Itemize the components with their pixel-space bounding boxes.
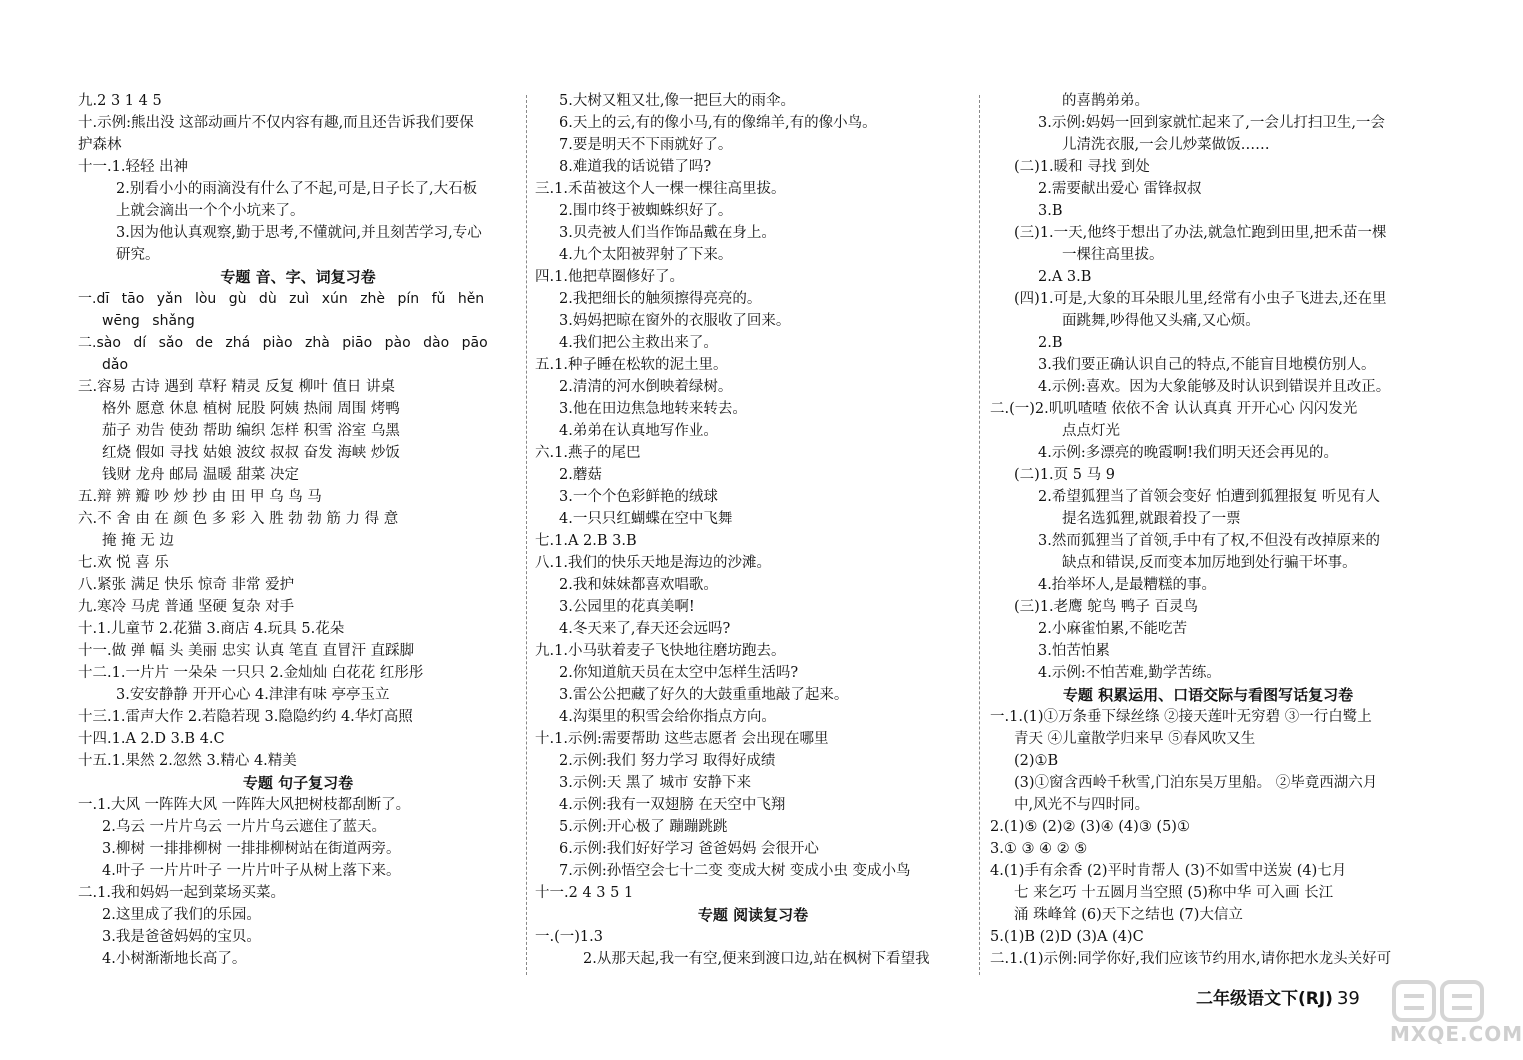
answer-line: 钱财 龙舟 邮局 温暖 甜菜 决定 bbox=[102, 467, 300, 483]
page-footer bbox=[1196, 984, 1360, 1009]
answer-line: 八.1.我们的快乐天地是海边的沙滩。 bbox=[535, 555, 771, 571]
answer-line: 5.大树又粗又壮,像一把巨大的雨伞。 bbox=[559, 93, 795, 109]
answer-line: 4.抬举坏人,是最糟糕的事。 bbox=[1038, 577, 1216, 593]
answer-line: 十一.1.轻轻 出神 bbox=[78, 159, 189, 175]
column-middle bbox=[535, 90, 971, 970]
answer-line: 2.别看小小的雨滴没有什么了不起,可是,日子长了,大石板 bbox=[116, 181, 478, 197]
answer-line: 2.希望狐狸当了首领会变好 怕遭到狐狸报复 听见有人 bbox=[1038, 489, 1381, 505]
answer-line: 3.柳树 一排排柳树 一排排柳树站在街道两旁。 bbox=[102, 841, 401, 857]
watermark-icon bbox=[1390, 978, 1490, 1024]
answer-line: 十.1.儿童节 2.花猫 3.商店 4.玩具 5.花朵 bbox=[78, 621, 345, 637]
answer-line: (二)1.页 5 马 9 bbox=[1014, 467, 1115, 483]
answer-line: 护森林 bbox=[78, 137, 122, 153]
answer-line: 2.小麻雀怕累,不能吃苦 bbox=[1038, 621, 1187, 637]
answer-line: 六.不 舍 由 在 颜 色 多 彩 入 胜 勃 勃 筋 力 得 意 bbox=[78, 511, 399, 527]
answer-line: 十二.1.一片片 一朵朵 一只只 2.金灿灿 白花花 红彤彤 bbox=[78, 665, 424, 681]
answer-line: 3.雷公公把藏了好久的大鼓重重地敲了起来。 bbox=[559, 687, 849, 703]
answer-line: 4.示例:喜欢。因为大象能够及时认识到错误并且改正。 bbox=[1038, 379, 1391, 395]
answer-line: 三.容易 古诗 遇到 草籽 精灵 反复 柳叶 值日 讲桌 bbox=[78, 379, 395, 395]
answer-line: 7.要是明天不下雨就好了。 bbox=[559, 137, 733, 153]
answer-line: 5.示例:开心极了 蹦蹦跳跳 bbox=[559, 819, 728, 835]
answer-line: 3.他在田边焦急地转来转去。 bbox=[559, 401, 747, 417]
answer-line: 缺点和错误,反而变本加厉地到处行骗干坏事。 bbox=[1062, 555, 1357, 571]
answer-line: 六.1.燕子的尾巴 bbox=[535, 445, 641, 461]
answer-line: 十一.做 弹 幅 头 美丽 忠实 认真 笔直 直冒汗 直踩脚 bbox=[78, 643, 415, 659]
answer-line: 2.从那天起,我一有空,便来到渡口边,站在枫树下看望我 bbox=[583, 951, 930, 967]
answer-line: 4.弟弟在认真地写作业。 bbox=[559, 423, 718, 439]
answer-line: 2.A 3.B bbox=[1038, 269, 1092, 285]
column-left bbox=[78, 90, 518, 970]
answer-line: 4.(1)手有余香 (2)平时肯帮人 (3)不如雪中送炭 (4)七月 bbox=[990, 863, 1347, 879]
answer-line: (三)1.一天,他终于想出了办法,就急忙跑到田里,把禾苗一棵 bbox=[1014, 225, 1387, 241]
answer-line: 5.(1)B (2)D (3)A (4)C bbox=[990, 929, 1144, 945]
page-number: 39 bbox=[1336, 988, 1360, 1009]
column-divider bbox=[979, 95, 980, 975]
answer-line: 3.示例:天 黑了 城市 安静下来 bbox=[559, 775, 752, 791]
pinyin-line: 一.dī tāo yǎn lòu gù dù zuì xún zhè pín fǔ hěn bbox=[78, 291, 485, 307]
answer-line: 2.围巾终于被蜘蛛织好了。 bbox=[559, 203, 733, 219]
answer-line: 研究。 bbox=[116, 247, 160, 263]
answer-line: 点点灯光 bbox=[1062, 423, 1120, 439]
answer-line: 2.这里成了我们的乐园。 bbox=[102, 907, 261, 923]
edition-mark: (RJ) bbox=[1298, 989, 1333, 1009]
section-title: 专题 积累运用、口语交际与看图写话复习卷 bbox=[1062, 686, 1354, 704]
answer-line: 十.1.示例:需要帮助 这些志愿者 会出现在哪里 bbox=[535, 731, 829, 747]
answer-line: 八.紧张 满足 快乐 惊奇 非常 爱护 bbox=[78, 577, 295, 593]
answer-line: 二.(一)2.叽叽喳喳 依依不舍 认认真真 开开心心 闪闪发光 bbox=[990, 401, 1358, 417]
answer-line: (二)1.暖和 寻找 到处 bbox=[1014, 159, 1150, 175]
answer-line: 七 来乞巧 十五圆月当空照 (5)称中华 可入画 长江 bbox=[1014, 885, 1334, 901]
answer-line: (3)①窗含西岭千秋雪,门泊东吴万里船。 ②毕竟西湖六月 bbox=[1014, 775, 1378, 791]
answer-line: 的喜鹊弟弟。 bbox=[1062, 93, 1149, 109]
answer-line: 4.我们把公主救出来了。 bbox=[559, 335, 718, 351]
pinyin-line: wēng shǎng bbox=[102, 313, 195, 329]
answer-line: 3.我是爸爸妈妈的宝贝。 bbox=[102, 929, 261, 945]
watermark-text: MXQE.COM bbox=[1390, 1022, 1523, 1046]
answer-line: 4.叶子 一片片叶子 一片片叶子从树上落下来。 bbox=[102, 863, 401, 879]
answer-line: 一.1.大风 一阵阵大风 一阵阵大风把树枝都刮断了。 bbox=[78, 797, 411, 813]
answer-line: 2.乌云 一片片乌云 一片片乌云遮住了蓝天。 bbox=[102, 819, 387, 835]
column-right bbox=[990, 90, 1426, 970]
book-title: 二年级语文下 bbox=[1196, 989, 1298, 1009]
answer-line: 3.贝壳被人们当作饰品戴在身上。 bbox=[559, 225, 776, 241]
answer-line: 3.因为他认真观察,勤于思考,不懂就问,并且刻苦学习,专心 bbox=[116, 225, 482, 241]
watermark-logo bbox=[1390, 978, 1523, 1048]
answer-line: 3.① ③ ④ ② ⑤ bbox=[990, 841, 1088, 857]
answer-line: 4.冬天来了,春天还会远吗? bbox=[559, 621, 731, 637]
answer-line: 红烧 假如 寻找 姑娘 波纹 叔叔 奋发 海峡 炒饭 bbox=[102, 445, 400, 461]
answer-line: 十四.1.A 2.D 3.B 4.C bbox=[78, 731, 225, 747]
answer-line: 格外 愿意 休息 植树 屁股 阿姨 热闹 周围 烤鸭 bbox=[102, 401, 400, 417]
answer-line: 4.沟渠里的积雪会给你指点方向。 bbox=[559, 709, 776, 725]
answer-line: 3.一个个色彩鲜艳的绒球 bbox=[559, 489, 718, 505]
pinyin-line: dǎo bbox=[102, 357, 129, 373]
answer-line: 十一.2 4 3 5 1 bbox=[535, 885, 634, 901]
answer-line: 掩 掩 无 边 bbox=[102, 533, 174, 549]
answer-line: 7.示例:孙悟空会七十二变 变成大树 变成小虫 变成小鸟 bbox=[559, 863, 911, 879]
answer-line: 2.我把细长的触须擦得亮亮的。 bbox=[559, 291, 762, 307]
answer-line: 青天 ④儿童散学归来早 ⑤春风吹又生 bbox=[1014, 731, 1256, 747]
answer-line: 2.清清的河水倒映着绿树。 bbox=[559, 379, 733, 395]
answer-line: 二.1.(1)示例:同学你好,我们应该节约用水,请你把水龙头关好可 bbox=[990, 951, 1392, 967]
answer-line: 一.1.(1)①万条垂下绿丝绦 ②接天莲叶无穷碧 ③一行白鹭上 bbox=[990, 709, 1372, 725]
section-title: 专题 句子复习卷 bbox=[242, 774, 354, 792]
answer-line: 三.1.禾苗被这个人一棵一棵往高里拔。 bbox=[535, 181, 786, 197]
answer-line: 6.天上的云,有的像小马,有的像绵羊,有的像小鸟。 bbox=[559, 115, 877, 131]
answer-line: 6.示例:我们好好学习 爸爸妈妈 会很开心 bbox=[559, 841, 819, 857]
answer-line: 一棵往高里拔。 bbox=[1062, 247, 1164, 263]
answer-line: 3.怕苦怕累 bbox=[1038, 643, 1110, 659]
answer-line: 3.B bbox=[1038, 203, 1063, 219]
answer-line: 2.蘑菇 bbox=[559, 467, 602, 483]
answer-line: 4.示例:不怕苦难,勤学苦练。 bbox=[1038, 665, 1221, 681]
answer-line: 七.欢 悦 喜 乐 bbox=[78, 555, 169, 571]
answer-line: 七.1.A 2.B 3.B bbox=[535, 533, 637, 549]
answer-line: 3.妈妈把晾在窗外的衣服收了回来。 bbox=[559, 313, 791, 329]
answer-line: 2.需要献出爱心 雷锋叔叔 bbox=[1038, 181, 1202, 197]
answer-line: 九.1.小马驮着麦子飞快地往磨坊跑去。 bbox=[535, 643, 786, 659]
answer-line: 十三.1.雷声大作 2.若隐若现 3.隐隐约约 4.华灯高照 bbox=[78, 709, 413, 725]
answer-line: 3.安安静静 开开心心 4.津津有味 亭亭玉立 bbox=[116, 687, 390, 703]
answer-line: 提名选狐狸,就跟着投了一票 bbox=[1062, 511, 1241, 527]
answer-line: 中,风光不与四时同。 bbox=[1014, 797, 1150, 813]
column-divider bbox=[526, 95, 527, 975]
section-title: 专题 音、字、词复习卷 bbox=[220, 268, 376, 286]
answer-line: 涌 珠峰耸 (6)天下之结也 (7)大信立 bbox=[1014, 907, 1243, 923]
answer-line: 2.示例:我们 努力学习 取得好成绩 bbox=[559, 753, 776, 769]
answer-line: 3.我们要正确认识自己的特点,不能盲目地模仿别人。 bbox=[1038, 357, 1376, 373]
answer-line: 3.然而狐狸当了首领,手中有了权,不但没有改掉原来的 bbox=[1038, 533, 1381, 549]
answer-line: (三)1.老鹰 鸵鸟 鸭子 百灵鸟 bbox=[1014, 599, 1198, 615]
answer-line: 2.我和妹妹都喜欢唱歌。 bbox=[559, 577, 718, 593]
answer-line: 2.B bbox=[1038, 335, 1063, 351]
answer-line: 2.你知道航天员在太空中怎样生活吗? bbox=[559, 665, 799, 681]
answer-line: (四)1.可是,大象的耳朵眼儿里,经常有小虫子飞进去,还在里 bbox=[1014, 291, 1387, 307]
answer-line: 4.九个太阳被羿射了下来。 bbox=[559, 247, 733, 263]
answer-line: (2)①B bbox=[1014, 753, 1059, 769]
answer-line: 3.公园里的花真美啊! bbox=[559, 599, 695, 615]
answer-line: 4.示例:多漂亮的晚霞啊!我们明天还会再见的。 bbox=[1038, 445, 1339, 461]
answer-line: 4.示例:我有一双翅膀 在天空中飞翔 bbox=[559, 797, 786, 813]
answer-line: 面跳舞,吵得他又头痛,又心烦。 bbox=[1062, 313, 1260, 329]
pinyin-line: 二.sào dí sǎo de zhá piào zhà piāo pào dào pāo bbox=[78, 335, 488, 351]
answer-line: 五.1.种子睡在松软的泥土里。 bbox=[535, 357, 728, 373]
answer-line: 一.(一)1.3 bbox=[535, 929, 603, 945]
answer-line: 茄子 劝告 使劲 帮助 编织 怎样 积雪 浴室 乌黑 bbox=[102, 423, 400, 439]
answer-line: 4.小树渐渐地长高了。 bbox=[102, 951, 247, 967]
answer-line: 四.1.他把草圈修好了。 bbox=[535, 269, 684, 285]
answer-line: 3.示例:妈妈一回到家就忙起来了,一会儿打扫卫生,一会 bbox=[1038, 115, 1385, 131]
answer-line: 九.2 3 1 4 5 bbox=[78, 93, 162, 109]
answer-line: 上就会滴出一个个小坑来了。 bbox=[116, 203, 305, 219]
answer-line: 九.寒冷 马虎 普通 坚硬 复杂 对手 bbox=[78, 599, 295, 615]
answer-line: 十.示例:熊出没 这部动画片不仅内容有趣,而且还告诉我们要保 bbox=[78, 115, 474, 131]
answer-line: 4.一只只红蝴蝶在空中飞舞 bbox=[559, 511, 733, 527]
answer-line: 二.1.我和妈妈一起到菜场买菜。 bbox=[78, 885, 285, 901]
answer-line: 8.难道我的话说错了吗? bbox=[559, 159, 712, 175]
answer-line: 五.辩 辨 瓣 吵 炒 抄 由 田 甲 乌 鸟 马 bbox=[78, 489, 322, 505]
answer-line: 儿清洗衣服,一会儿炒菜做饭…… bbox=[1062, 137, 1270, 153]
answer-line: 十五.1.果然 2.忽然 3.精心 4.精美 bbox=[78, 753, 297, 769]
answer-line: 2.(1)⑤ (2)② (3)④ (4)③ (5)① bbox=[990, 819, 1190, 835]
section-title: 专题 阅读复习卷 bbox=[697, 906, 809, 924]
